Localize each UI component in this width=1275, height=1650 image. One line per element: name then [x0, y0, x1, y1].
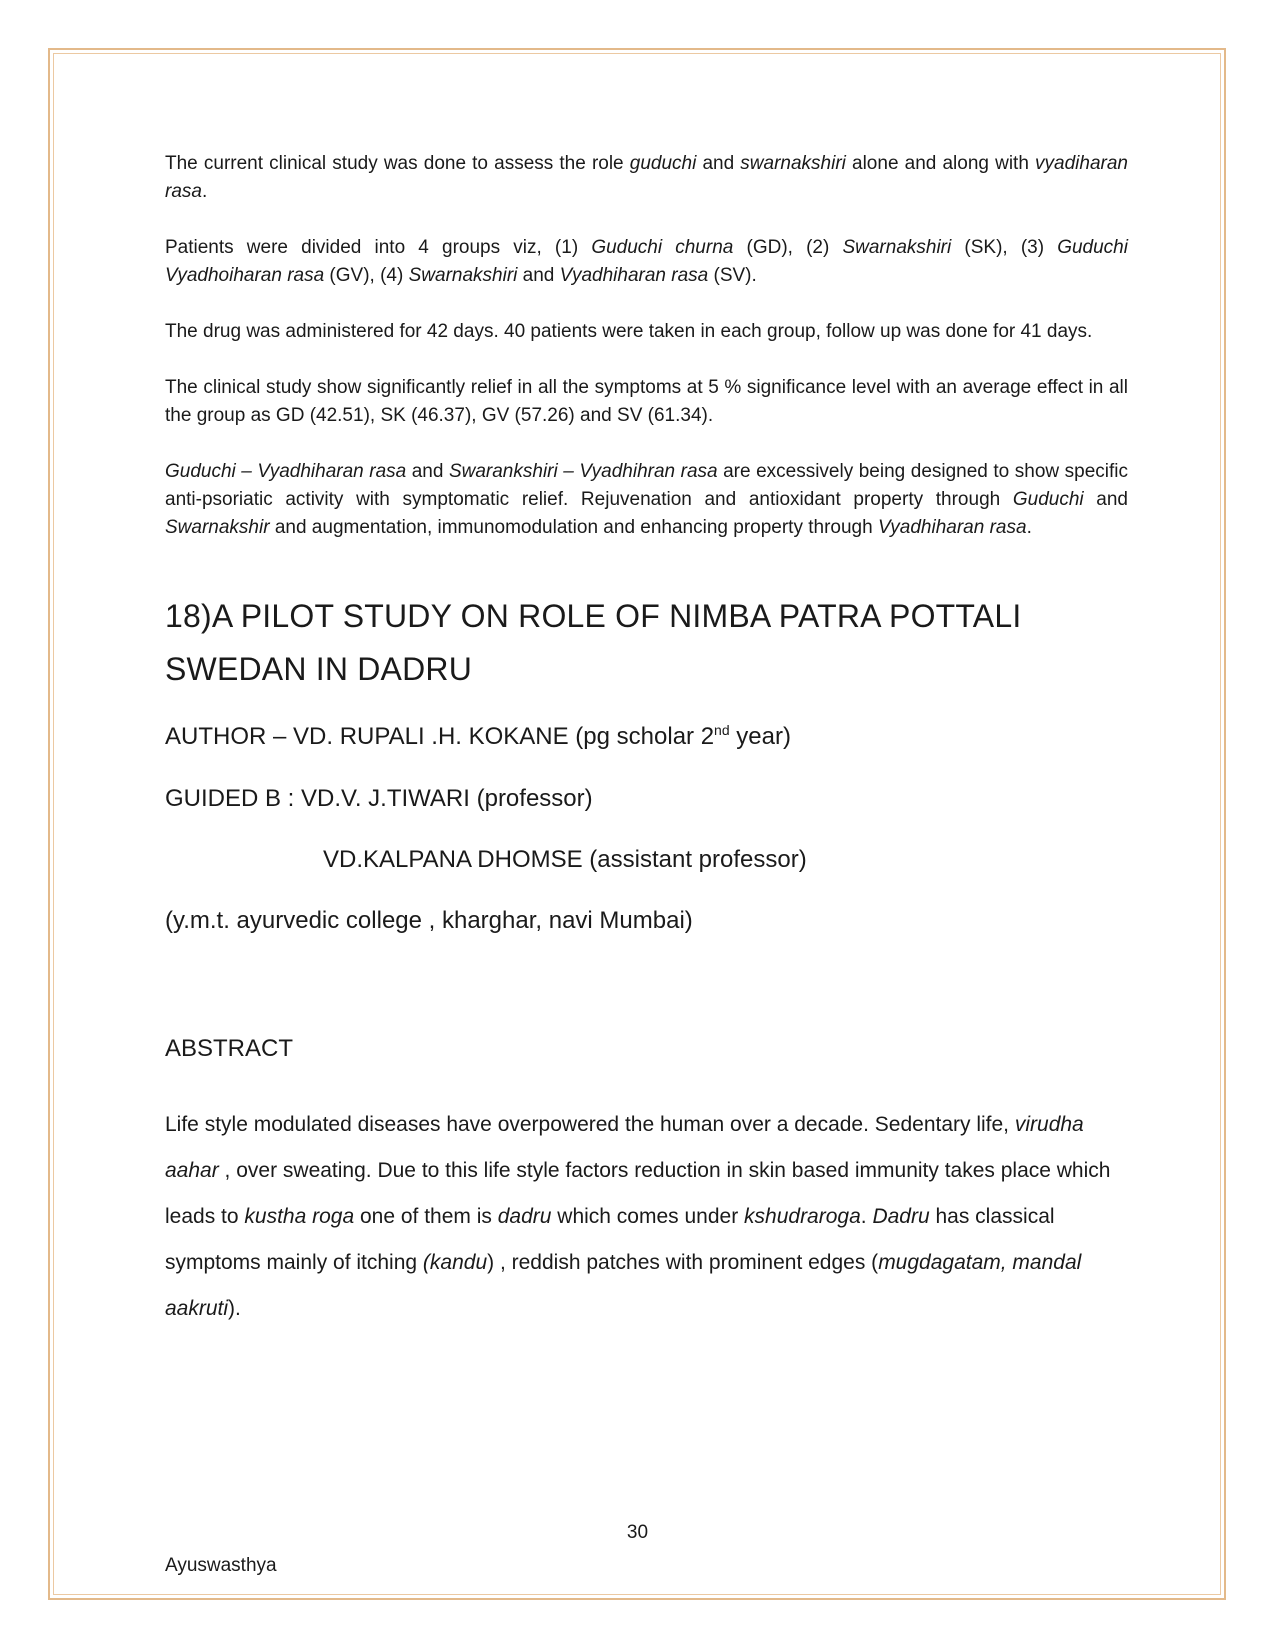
paragraph-groups — [165, 234, 1128, 290]
text-run: and — [1083, 489, 1128, 510]
section-title-line-1: 18)A PILOT STUDY ON ROLE OF NIMBA PATRA POTTALI — [165, 598, 1022, 634]
italic-term: Swarnakshiri — [408, 265, 518, 286]
italic-term: Swarnakshiri — [842, 237, 952, 258]
text-run: . — [1026, 517, 1032, 538]
text-run: The current clinical study was done to assess the role — [165, 153, 630, 174]
italic-term: swarnakshiri — [740, 153, 846, 174]
text-run: (GV), (4) — [324, 265, 409, 286]
ordinal-superscript: nd — [714, 722, 730, 738]
italic-term: Guduchi Vyadhoiharan rasa — [165, 237, 1128, 286]
paragraph-results: The clinical study show significantly relief in all the symptoms at 5 % significance level with an average effect in all the group as GD (42.51), SK (46.37), GV (57.26) and SV (61.34). — [165, 377, 1128, 426]
text-run: are excessively being designed to show specific anti-psoriatic activity with symptomatic relief. Rejuvenation and antioxidant property through — [165, 461, 1128, 510]
italic-term: Vyadhiharan rasa — [877, 517, 1027, 538]
page-number: 30 — [626, 1522, 649, 1543]
text-run: which comes under — [551, 1205, 745, 1228]
text-run: . — [860, 1205, 873, 1228]
italic-term: Guduchi churna — [591, 237, 734, 258]
italic-term: Swarnakshir — [165, 517, 270, 538]
italic-term: dadru — [497, 1205, 552, 1228]
abstract-heading: ABSTRACT — [165, 1035, 294, 1062]
italic-term: Guduchi – Vyadhiharan rasa — [165, 461, 407, 482]
text-run: . — [201, 181, 208, 202]
italic-term: Guduchi — [1012, 489, 1084, 510]
text-run: ). — [228, 1297, 241, 1320]
italic-term: vyadiharan rasa — [165, 153, 1128, 202]
text-run: and augmentation, immunomodulation and enhancing property through — [269, 517, 878, 538]
guide-line: GUIDED B : VD.V. J.TIWARI (professor) — [165, 785, 593, 812]
text-run: and — [696, 153, 741, 174]
text-run: and — [406, 461, 449, 482]
text-run: Patients were divided into 4 groups viz, (1) — [165, 237, 592, 258]
page-content — [165, 150, 1128, 1332]
section-title — [165, 590, 1128, 696]
italic-term: virudha aahar — [165, 1113, 1084, 1182]
italic-term: mugdagatam, mandal aakruti — [165, 1251, 1082, 1320]
paragraph-administration: The drug was administered for 42 days. 40 patients were taken in each group, follow up was done for 41 days. — [165, 321, 1093, 342]
text-run: , over sweating. Due to this life style factors reduction in skin based immunity takes place which leads to — [165, 1159, 1111, 1228]
text-run: one of them is — [354, 1205, 498, 1228]
italic-term: kshudraroga — [744, 1205, 861, 1228]
paragraph-conclusion — [165, 458, 1128, 542]
author-text: AUTHOR – VD. RUPALI .H. KOKANE (pg scholar 2 — [165, 723, 715, 750]
italic-term: Dadru — [872, 1205, 930, 1228]
co-guide-line: VD.KALPANA DHOMSE (assistant professor) — [323, 846, 807, 873]
italic-term: (kandu — [422, 1251, 488, 1274]
footer-journal-name: Ayuswasthya — [165, 1555, 277, 1576]
text-run: Life style modulated diseases have overpowered the human over a decade. Sedentary life, — [165, 1113, 1015, 1136]
abstract-body — [165, 1102, 1128, 1332]
text-run: alone and along with — [845, 153, 1036, 174]
italic-term: Vyadhiharan rasa — [559, 265, 709, 286]
italic-term: guduchi — [629, 153, 697, 174]
section-title-line-2: SWEDAN IN DADRU — [165, 651, 473, 687]
italic-term: kustha roga — [244, 1205, 355, 1228]
text-run: ) , reddish patches with prominent edges ( — [487, 1251, 879, 1274]
text-run: has classical symptoms mainly of itching — [165, 1205, 1055, 1274]
author-line — [165, 722, 1128, 752]
paragraph-study-purpose — [165, 150, 1128, 206]
text-run: (SK), (3) — [951, 237, 1058, 258]
text-run: and — [517, 265, 560, 286]
text-run: (GD), (2) — [733, 237, 843, 258]
author-text-end: year) — [729, 723, 791, 750]
text-run: (SV). — [708, 265, 757, 286]
affiliation-line: (y.m.t. ayurvedic college , kharghar, navi Mumbai) — [165, 907, 693, 934]
italic-term: Swarankshiri – Vyadhihran rasa — [448, 461, 718, 482]
